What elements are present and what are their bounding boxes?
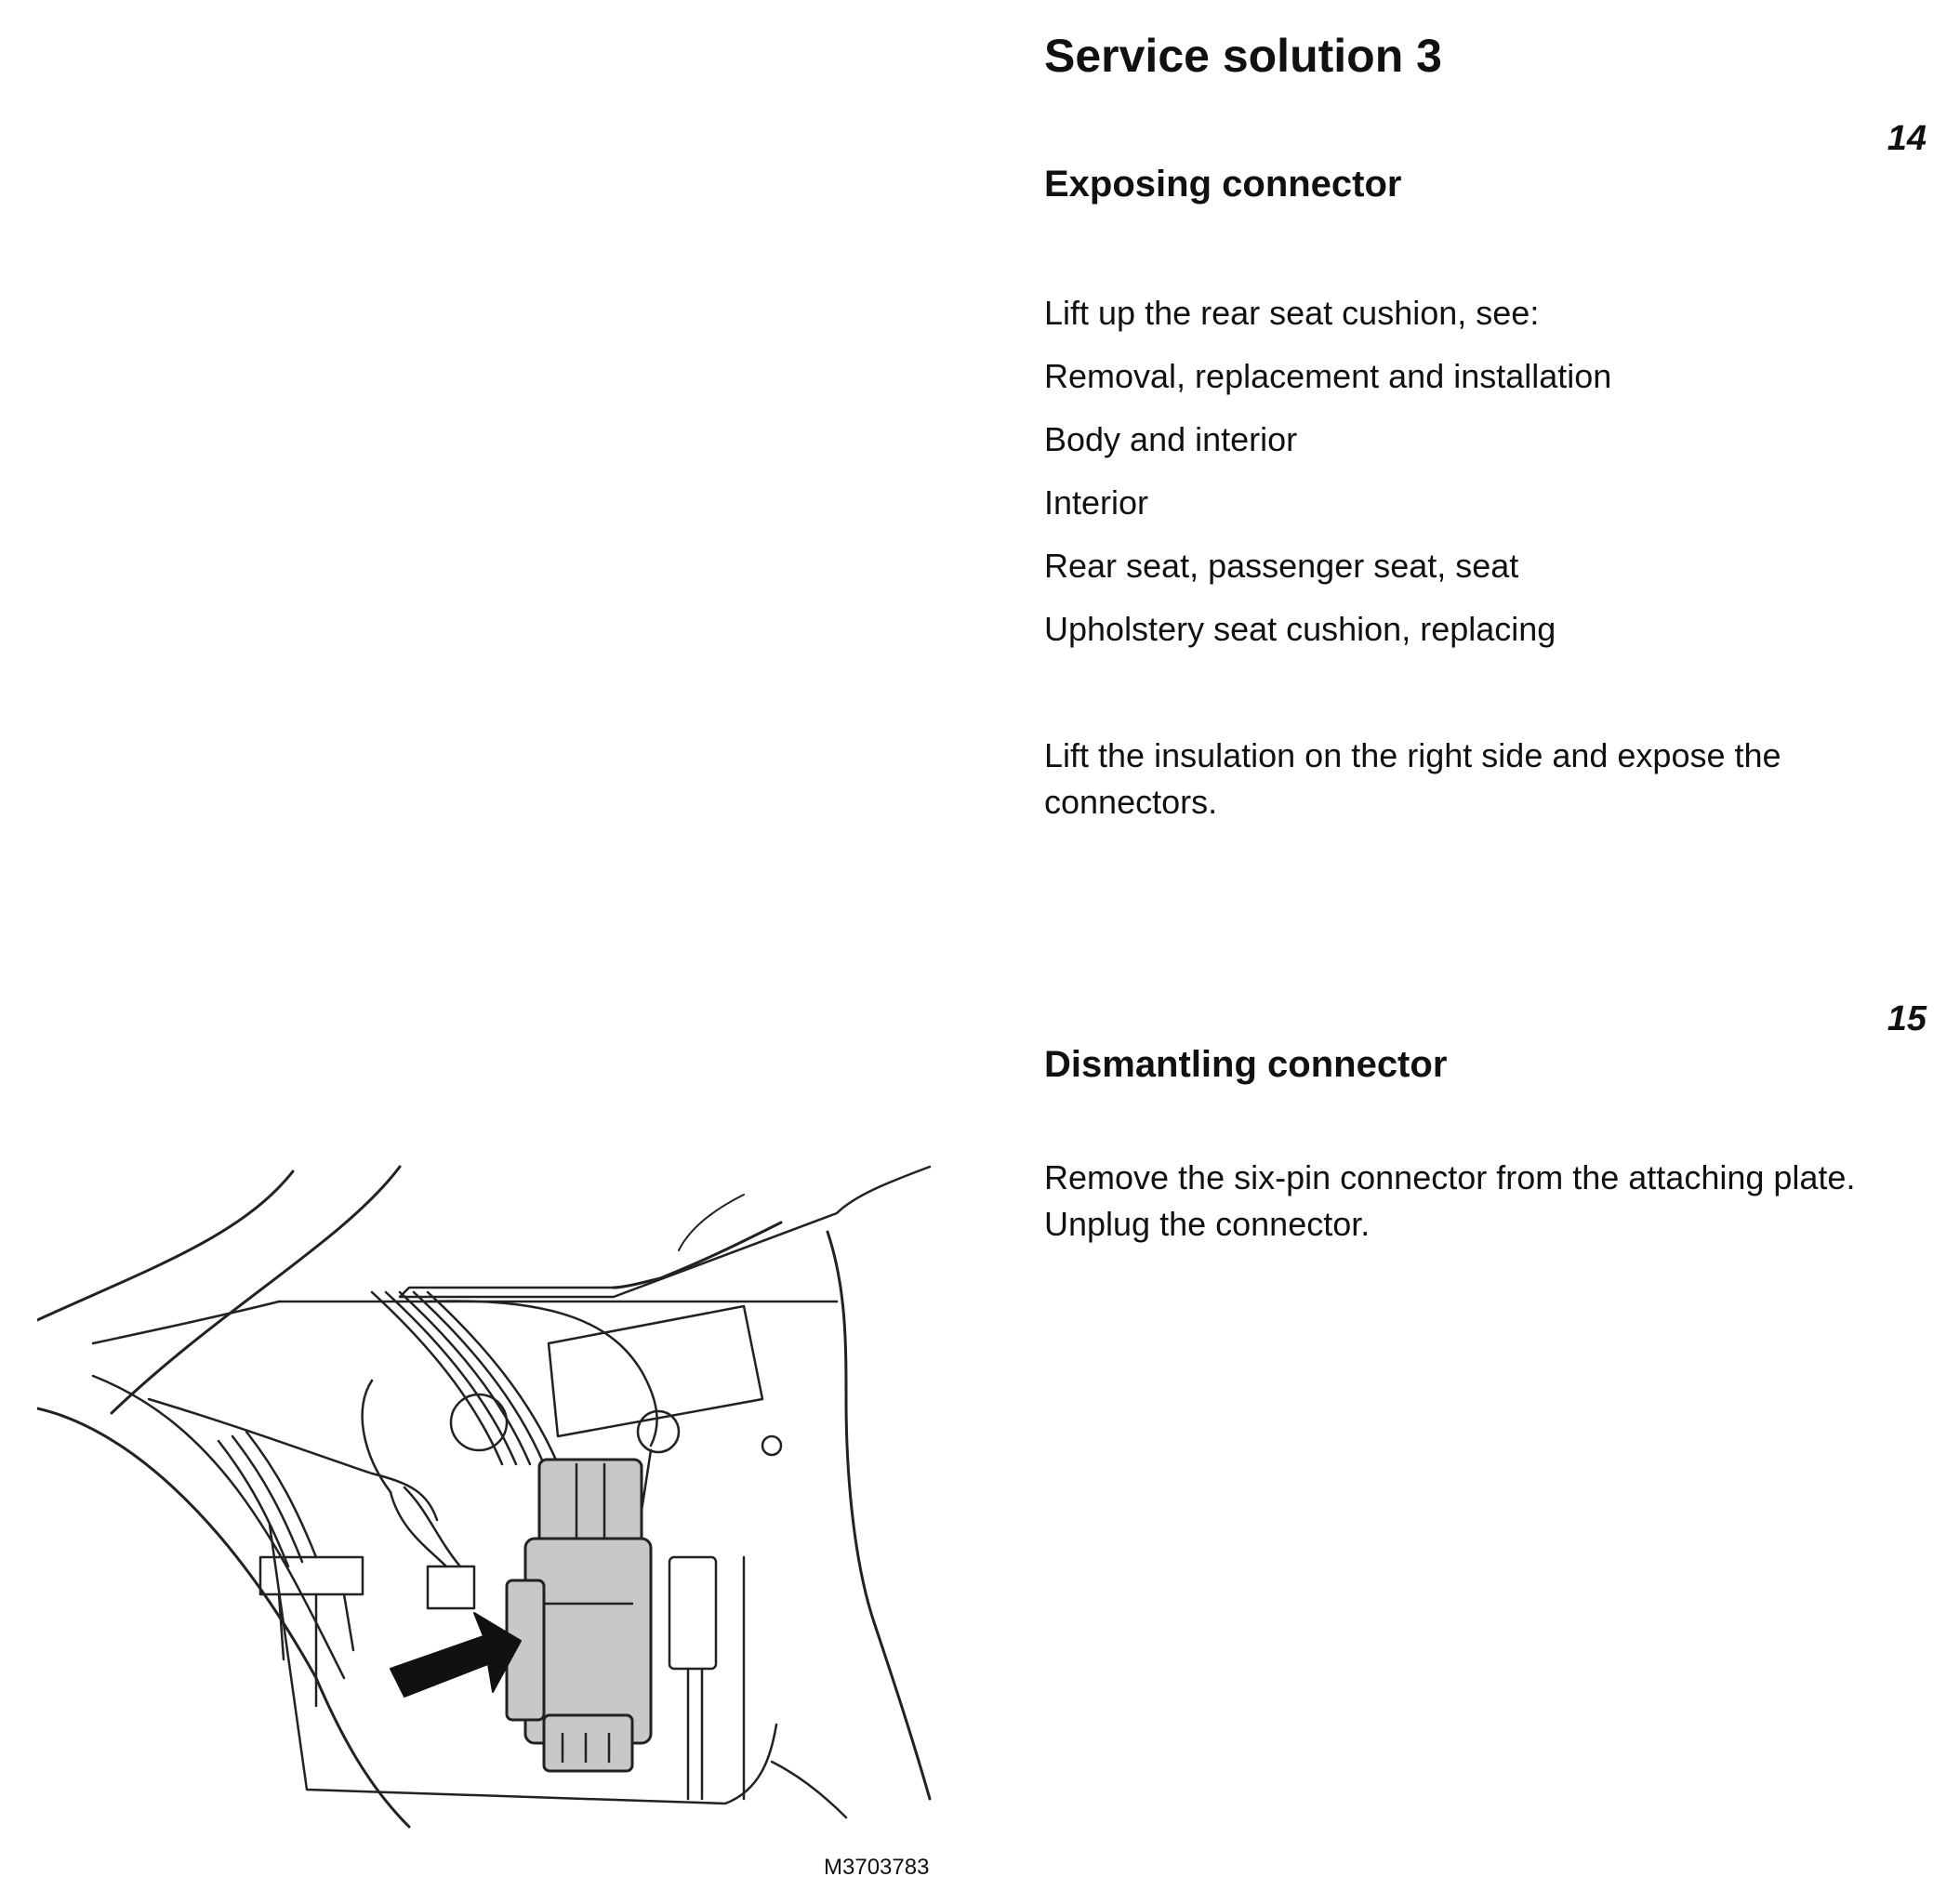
step-number-14: 14 [1887, 119, 1927, 158]
reference-item: Rear seat, passenger seat, seat [1044, 547, 1519, 585]
reference-item: Interior [1044, 483, 1149, 522]
connector-illustration [37, 1157, 939, 1836]
reference-intro: Lift up the rear seat cushion, see: [1044, 294, 1540, 332]
step-14-instruction [1044, 733, 1909, 826]
step-15-instruction [1044, 1155, 1909, 1248]
step-number-15: 15 [1887, 999, 1927, 1038]
instruction-line: Lift the insulation on the right side and expose the [1044, 736, 1781, 774]
instruction-line: Remove the six-pin connector from the attaching plate. [1044, 1158, 1856, 1196]
step-15-heading: Dismantling connector [1044, 1044, 1448, 1085]
reference-list [1044, 290, 1611, 669]
instruction-line: connectors. [1044, 783, 1218, 821]
page-title: Service solution 3 [1044, 30, 1442, 82]
reference-item: Body and interior [1044, 420, 1298, 458]
reference-item: Removal, replacement and installation [1044, 357, 1612, 395]
figure-code: M3703783 [824, 1855, 930, 1880]
instruction-line: Unplug the connector. [1044, 1205, 1371, 1243]
step-14-heading: Exposing connector [1044, 164, 1402, 205]
reference-item: Upholstery seat cushion, replacing [1044, 610, 1556, 648]
